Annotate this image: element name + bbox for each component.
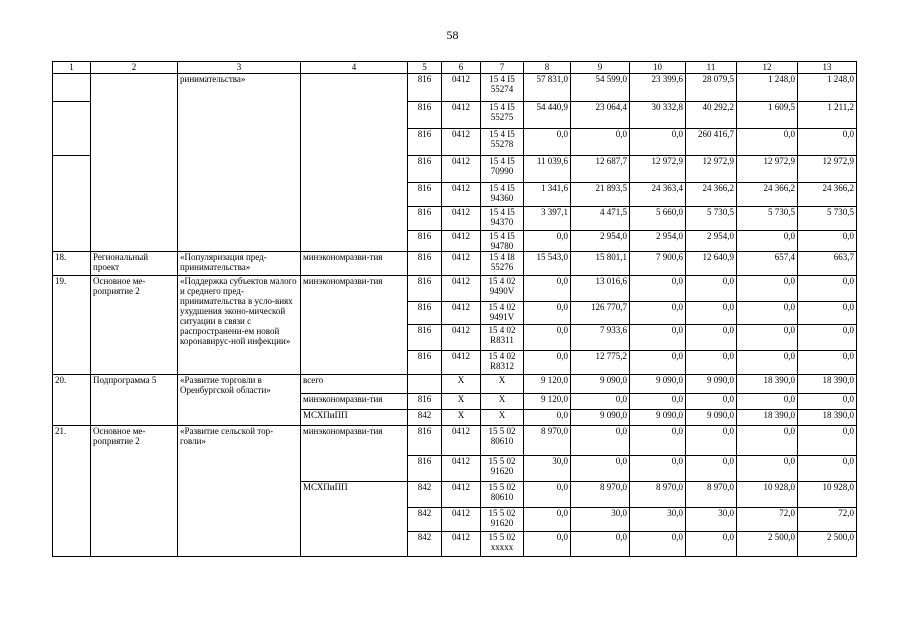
cell-c7: 15 5 02 91620 [481,508,524,532]
value-cell: 23 399,6 [630,74,686,102]
cell-c5: 816 [408,129,442,156]
value-cell: 2 500,0 [798,532,857,557]
table-row [53,375,857,394]
cell-c4: минэкономразви-тия [301,276,408,375]
column-number-header: 12 [737,62,798,74]
cell-c3: «Популяризация пред-принимательства» [178,252,301,276]
cell-c6: 0412 [442,325,481,351]
column-number-header: 3 [178,62,301,74]
cell-c1: 18. [53,252,91,276]
cell-c4: МСХПиПП [301,482,408,557]
value-cell: 2 954,0 [630,231,686,252]
value-cell: 0,0 [798,302,857,325]
value-cell: 0,0 [630,276,686,302]
value-cell: 2 954,0 [571,231,630,252]
cell-c1 [53,102,91,156]
value-cell: 0,0 [630,456,686,482]
column-number-header: 2 [91,62,178,74]
value-cell: 5 730,5 [737,207,798,231]
value-cell: 0,0 [630,426,686,456]
value-cell: 9 090,0 [630,375,686,394]
value-cell: 1 211,2 [798,102,857,129]
cell-c7: 15 4 I8 55276 [481,252,524,276]
value-cell: 0,0 [630,351,686,375]
value-cell: 0,0 [524,302,571,325]
value-cell: 12 972,9 [737,156,798,183]
cell-c2: Основное ме-роприятие 2 [91,426,178,557]
value-cell: 10 928,0 [737,482,798,508]
value-cell: 0,0 [524,276,571,302]
value-cell: 9 090,0 [686,410,737,426]
cell-c7: 15 4 I5 55278 [481,129,524,156]
value-cell: 663,7 [798,252,857,276]
value-cell: 12 972,9 [686,156,737,183]
value-cell: 5 660,0 [630,207,686,231]
value-cell: 0,0 [686,276,737,302]
cell-c1: 20. [53,375,91,426]
cell-c3: ринимательства» [178,74,301,252]
value-cell: 21 893,5 [571,183,630,207]
cell-c7: 15 4 I5 55274 [481,74,524,102]
cell-c6: 0412 [442,129,481,156]
value-cell: 23 064,4 [571,102,630,129]
value-cell: 24 366,2 [798,183,857,207]
value-cell: 1 248,0 [798,74,857,102]
value-cell: 40 292,2 [686,102,737,129]
column-number-header: 13 [798,62,857,74]
value-cell: 0,0 [686,456,737,482]
value-cell: 0,0 [798,394,857,410]
cell-c6: 0412 [442,426,481,456]
value-cell: 30,0 [686,508,737,532]
cell-c4: минэкономразви-тия [301,426,408,482]
table-row [53,276,857,302]
value-cell: 8 970,0 [524,426,571,456]
cell-c7: 15 4 02 R8311 [481,325,524,351]
cell-c5: 842 [408,508,442,532]
cell-c7: 15 5 02 91620 [481,456,524,482]
cell-c1 [53,74,91,102]
column-number-header: 11 [686,62,737,74]
value-cell: 24 366,2 [686,183,737,207]
column-number-header: 7 [481,62,524,74]
cell-c2: Подпрограмма 5 [91,375,178,426]
cell-c7: 15 4 I5 55275 [481,102,524,129]
cell-c2: Региональный проект [91,252,178,276]
value-cell: 5 730,5 [686,207,737,231]
value-cell: 12 687,7 [571,156,630,183]
cell-c7: 15 4 02 R8312 [481,351,524,375]
value-cell: 18 390,0 [798,375,857,394]
table-row [53,252,857,276]
value-cell: 0,0 [524,482,571,508]
value-cell: 28 079,5 [686,74,737,102]
cell-c6: 0412 [442,231,481,252]
value-cell: 12 775,2 [571,351,630,375]
value-cell: 0,0 [630,325,686,351]
cell-c3: «Развитие торговли в Оренбургской области» [178,375,301,426]
value-cell: 2 500,0 [737,532,798,557]
cell-c3: «Поддержка субъектов малого и среднего пред-принимательства в усло-виях ухудшения эконо-мической ситуации в связи с распространени-ем новой коронавирус-ной инфекции» [178,276,301,375]
value-cell: 30 332,8 [630,102,686,129]
value-cell: 0,0 [630,129,686,156]
value-cell: 24 366,2 [737,183,798,207]
budget-table [52,61,857,557]
value-cell: 0,0 [686,394,737,410]
value-cell: 126 770,7 [571,302,630,325]
value-cell: 30,0 [524,456,571,482]
value-cell: 0,0 [737,231,798,252]
cell-c4: всего [301,375,408,394]
value-cell: 0,0 [798,276,857,302]
cell-c4 [301,74,408,252]
cell-c6: 0412 [442,532,481,557]
value-cell: 0,0 [571,394,630,410]
cell-c1: 19. [53,276,91,375]
value-cell: 0,0 [630,532,686,557]
value-cell: 54 599,0 [571,74,630,102]
value-cell: 0,0 [686,351,737,375]
cell-c5: 842 [408,482,442,508]
value-cell: 9 120,0 [524,375,571,394]
cell-c7: 15 4 I5 94780 [481,231,524,252]
header-row [53,62,857,74]
value-cell: 0,0 [524,508,571,532]
cell-c1 [53,156,91,252]
cell-c6: 0412 [442,508,481,532]
cell-c7: X [481,375,524,394]
value-cell: 18 390,0 [737,375,798,394]
cell-c4: минэкономразви-тия [301,394,408,410]
value-cell: 0,0 [524,532,571,557]
value-cell: 18 390,0 [798,410,857,426]
cell-c2 [91,74,178,252]
value-cell: 1 341,6 [524,183,571,207]
cell-c6: 0412 [442,102,481,129]
cell-c4: минэкономразви-тия [301,252,408,276]
value-cell: 0,0 [737,426,798,456]
column-number-header: 4 [301,62,408,74]
value-cell: 12 972,9 [798,156,857,183]
value-cell: 8 970,0 [630,482,686,508]
cell-c7: 15 5 02 xxxxx [481,532,524,557]
value-cell: 30,0 [630,508,686,532]
value-cell: 0,0 [524,351,571,375]
value-cell: 12 972,9 [630,156,686,183]
cell-c7: 15 4 I5 70990 [481,156,524,183]
cell-c6: 0412 [442,456,481,482]
value-cell: 9 120,0 [524,394,571,410]
value-cell: 0,0 [524,231,571,252]
cell-c6: 0412 [442,156,481,183]
value-cell: 0,0 [630,394,686,410]
cell-c6: X [442,410,481,426]
cell-c5: 816 [408,456,442,482]
value-cell: 0,0 [798,129,857,156]
value-cell: 0,0 [737,394,798,410]
value-cell: 72,0 [798,508,857,532]
cell-c6: X [442,375,481,394]
cell-c5 [408,375,442,394]
value-cell: 30,0 [571,508,630,532]
value-cell: 0,0 [737,456,798,482]
cell-c6: 0412 [442,351,481,375]
cell-c5: 816 [408,325,442,351]
cell-c5: 816 [408,276,442,302]
column-number-header: 8 [524,62,571,74]
value-cell: 0,0 [630,302,686,325]
cell-c5: 816 [408,183,442,207]
value-cell: 260 416,7 [686,129,737,156]
cell-c6: 0412 [442,482,481,508]
value-cell: 0,0 [571,532,630,557]
cell-c7: X [481,410,524,426]
cell-c7: 15 4 I5 94360 [481,183,524,207]
value-cell: 8 970,0 [686,482,737,508]
value-cell: 0,0 [686,532,737,557]
value-cell: 15 801,1 [571,252,630,276]
value-cell: 0,0 [798,325,857,351]
value-cell: 0,0 [571,456,630,482]
cell-c4: МСХПиПП [301,410,408,426]
value-cell: 0,0 [798,426,857,456]
value-cell: 0,0 [524,325,571,351]
value-cell: 9 090,0 [571,410,630,426]
value-cell: 57 831,0 [524,74,571,102]
value-cell: 9 090,0 [571,375,630,394]
cell-c7: 15 4 I5 94370 [481,207,524,231]
cell-c5: 816 [408,351,442,375]
cell-c5: 816 [408,394,442,410]
cell-c7: 15 5 02 80610 [481,482,524,508]
value-cell: 657,4 [737,252,798,276]
cell-c1: 21. [53,426,91,557]
value-cell: 0,0 [571,129,630,156]
value-cell: 0,0 [686,302,737,325]
value-cell: 0,0 [737,325,798,351]
table-row [53,426,857,456]
cell-c6: 0412 [442,252,481,276]
value-cell: 4 471,5 [571,207,630,231]
value-cell: 13 016,6 [571,276,630,302]
cell-c5: 816 [408,207,442,231]
value-cell: 8 970,0 [571,482,630,508]
cell-c2: Основное ме-роприятие 2 [91,276,178,375]
cell-c6: X [442,394,481,410]
value-cell: 72,0 [737,508,798,532]
cell-c6: 0412 [442,74,481,102]
cell-c6: 0412 [442,276,481,302]
column-number-header: 10 [630,62,686,74]
page-number: 58 [446,28,459,42]
value-cell: 3 397,1 [524,207,571,231]
value-cell: 1 609,5 [737,102,798,129]
value-cell: 0,0 [798,351,857,375]
value-cell: 0,0 [524,129,571,156]
cell-c6: 0412 [442,207,481,231]
column-number-header: 6 [442,62,481,74]
cell-c5: 816 [408,102,442,129]
value-cell: 9 090,0 [630,410,686,426]
column-number-header: 5 [408,62,442,74]
column-number-header: 9 [571,62,630,74]
value-cell: 1 248,0 [737,74,798,102]
value-cell: 54 440,9 [524,102,571,129]
cell-c5: 816 [408,231,442,252]
cell-c5: 816 [408,156,442,183]
value-cell: 24 363,4 [630,183,686,207]
value-cell: 18 390,0 [737,410,798,426]
cell-c5: 842 [408,532,442,557]
value-cell: 0,0 [686,325,737,351]
cell-c6: 0412 [442,183,481,207]
cell-c5: 816 [408,426,442,456]
value-cell: 7 933,6 [571,325,630,351]
value-cell: 0,0 [686,426,737,456]
value-cell: 2 954,0 [686,231,737,252]
cell-c7: 15 4 02 9491V [481,302,524,325]
value-cell: 7 900,6 [630,252,686,276]
value-cell: 0,0 [737,351,798,375]
value-cell: 10 928,0 [798,482,857,508]
value-cell: 15 543,0 [524,252,571,276]
value-cell: 5 730,5 [798,207,857,231]
value-cell: 0,0 [798,456,857,482]
value-cell: 0,0 [737,129,798,156]
cell-c7: 15 4 02 9490V [481,276,524,302]
cell-c7: X [481,394,524,410]
table-row [53,74,857,102]
value-cell: 0,0 [524,410,571,426]
value-cell: 0,0 [571,426,630,456]
cell-c5: 816 [408,252,442,276]
value-cell: 0,0 [798,231,857,252]
column-number-header: 1 [53,62,91,74]
cell-c5: 842 [408,410,442,426]
value-cell: 0,0 [737,302,798,325]
cell-c6: 0412 [442,302,481,325]
value-cell: 9 090,0 [686,375,737,394]
value-cell: 0,0 [737,276,798,302]
cell-c5: 816 [408,302,442,325]
cell-c3: «Развитие сельской тор-говли» [178,426,301,557]
cell-c7: 15 5 02 80610 [481,426,524,456]
value-cell: 12 640,9 [686,252,737,276]
cell-c5: 816 [408,74,442,102]
value-cell: 11 039,6 [524,156,571,183]
